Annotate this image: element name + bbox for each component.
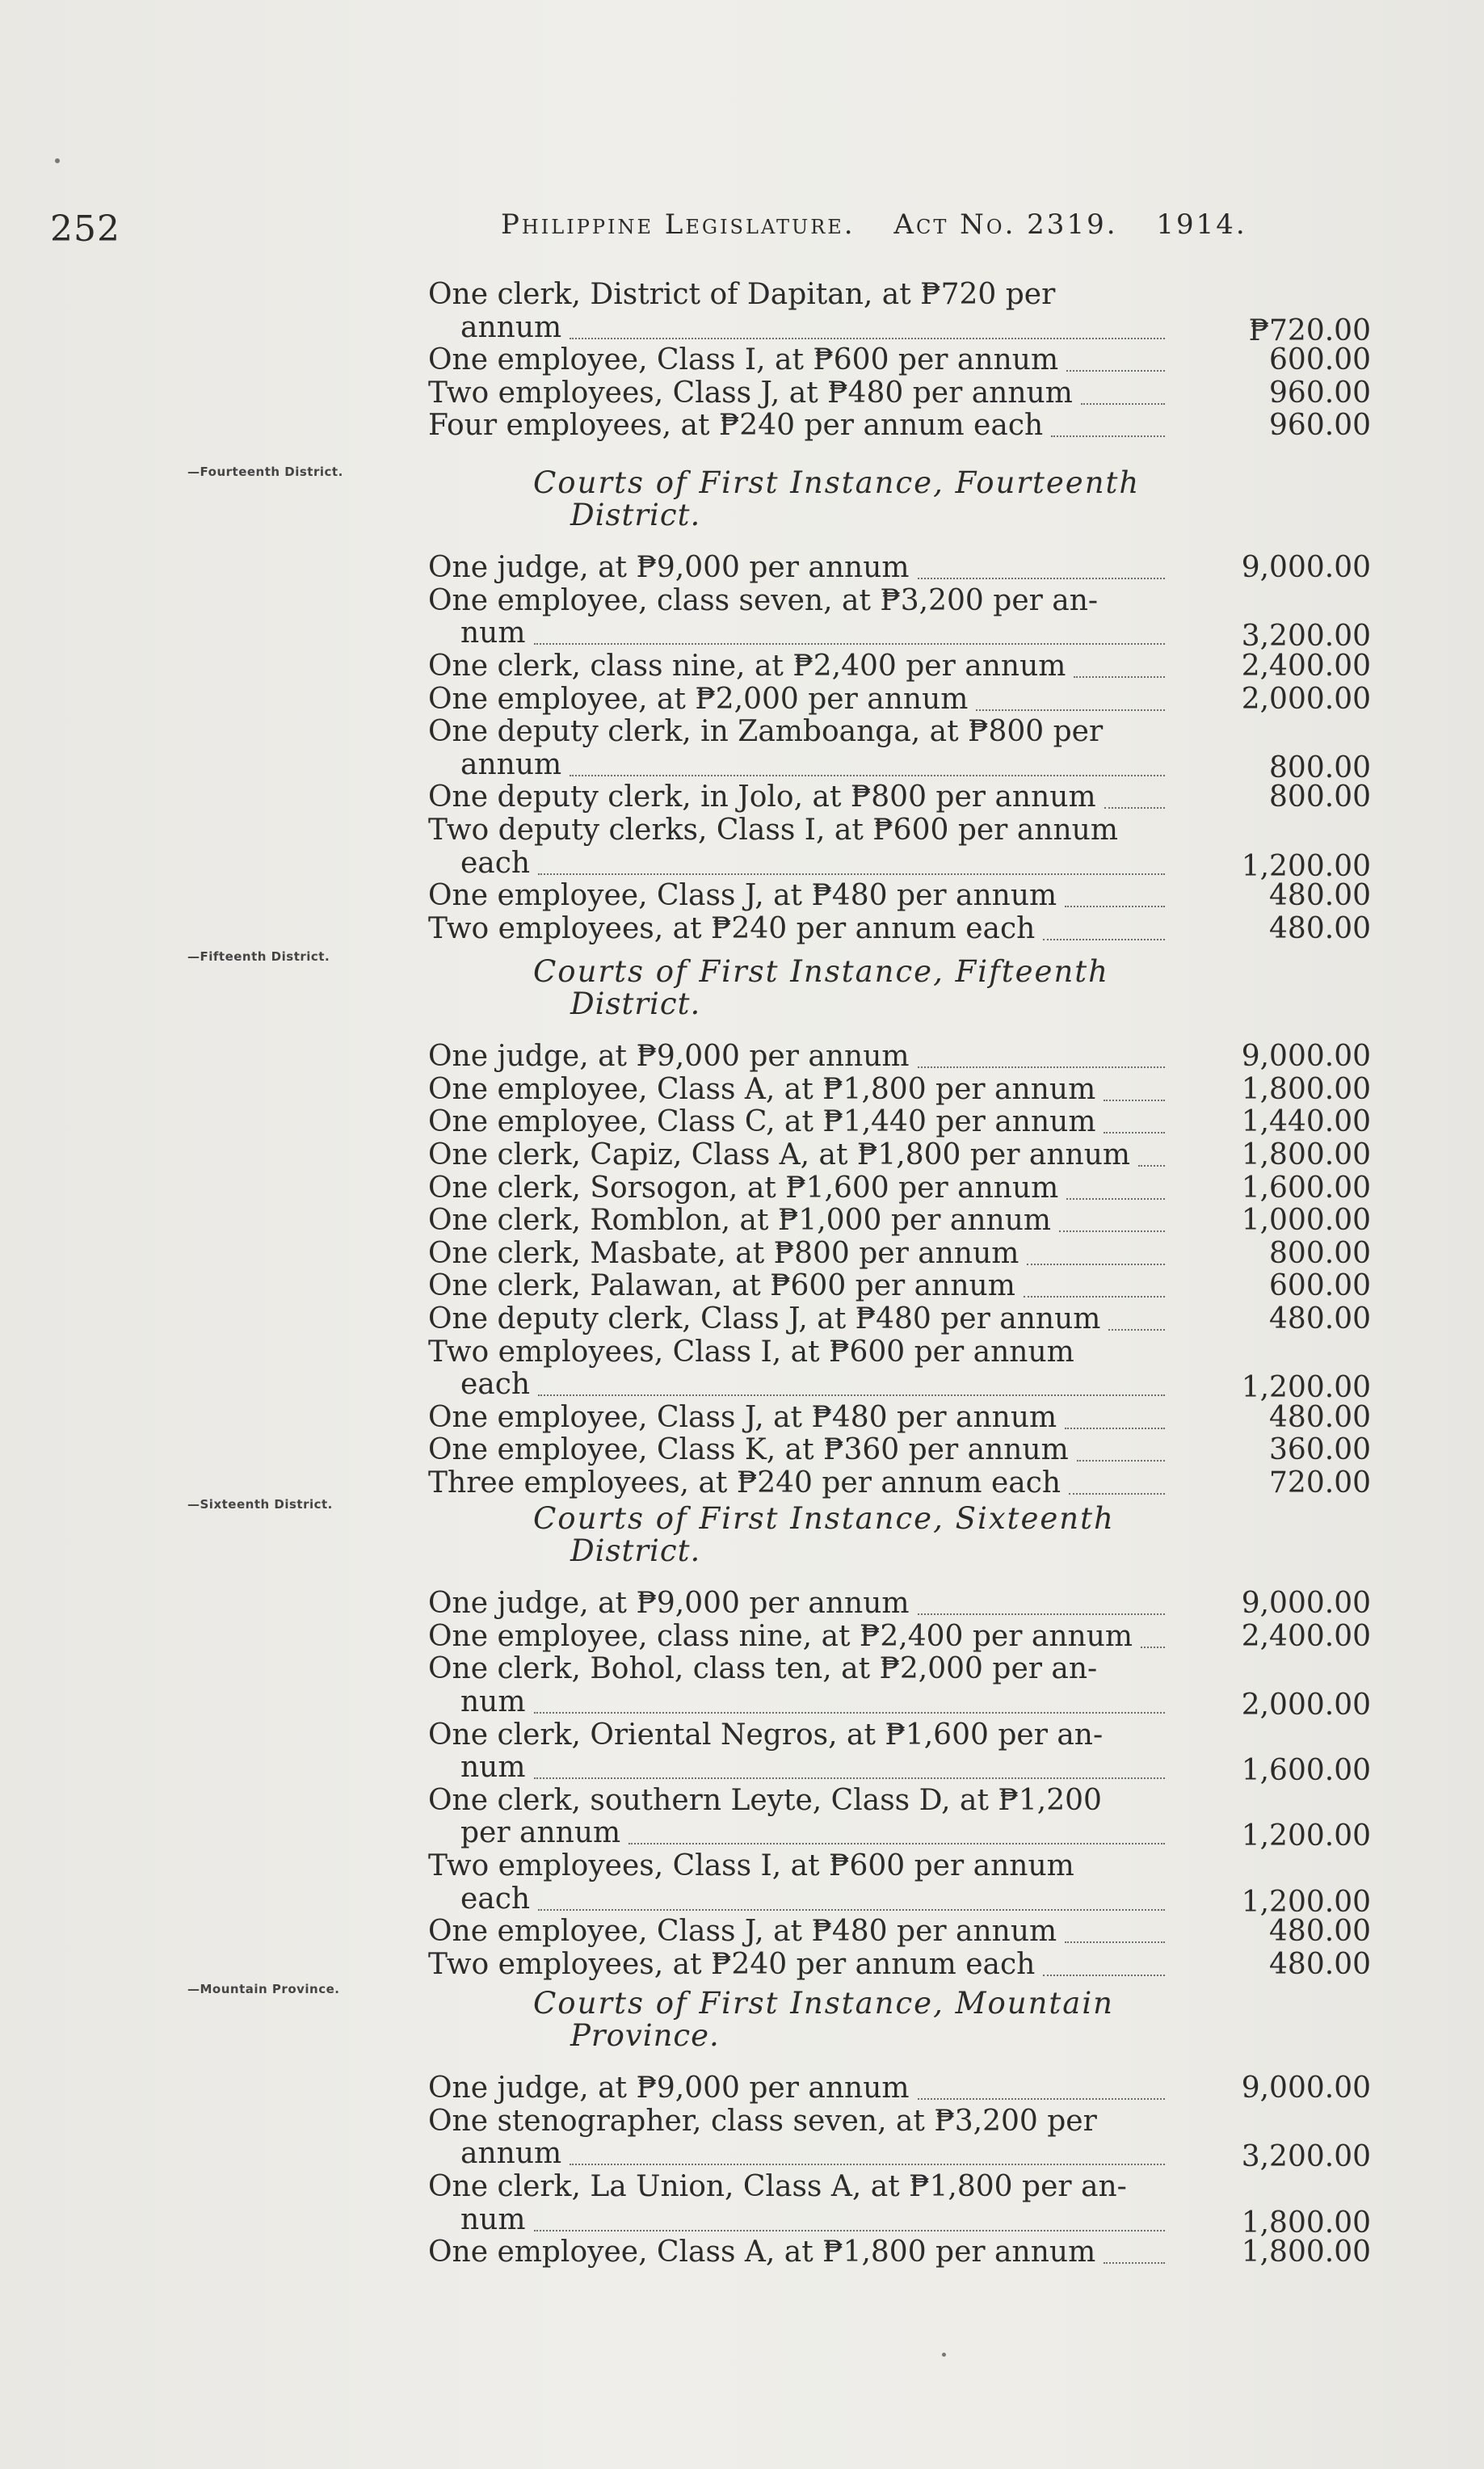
running-head-year: 1914. <box>1156 208 1247 241</box>
line-item-amount: 720.00 <box>1269 1466 1371 1499</box>
dot-leader <box>570 775 1165 776</box>
dot-leader <box>1069 1493 1165 1495</box>
line-item-amount: 1,600.00 <box>1241 1171 1371 1205</box>
line-item-text: Two employees, at ₱240 per annum each <box>428 911 1036 945</box>
line-item-text: One deputy clerk, in Jolo, at ₱800 per annum <box>428 780 1096 814</box>
line-item-text: One deputy clerk, Class J, at ₱480 per annum <box>428 1302 1101 1335</box>
section-heading <box>533 1503 1171 1567</box>
dot-leader <box>1043 1975 1165 1976</box>
line-item-continuation: each <box>460 1882 531 1916</box>
line-item-text: One clerk, Sorsogon, at ₱1,600 per annum <box>428 1171 1059 1205</box>
line-item-amount: 1,800.00 <box>1241 1072 1371 1106</box>
line-item-amount: 2,000.00 <box>1241 682 1371 716</box>
dot-leader <box>1104 1100 1165 1101</box>
print-speck <box>942 2353 946 2357</box>
page-number: 252 <box>50 208 120 250</box>
line-item-amount: 1,200.00 <box>1241 1819 1371 1853</box>
line-item-continuation: num <box>460 2202 526 2236</box>
line-item-amount: 1,800.00 <box>1241 1138 1371 1171</box>
line-item-text: One clerk, class nine, at ₱2,400 per annum <box>428 650 1066 683</box>
line-item-text: One clerk, Masbate, at ₱800 per annum <box>428 1236 1019 1270</box>
dot-leader <box>976 709 1165 711</box>
section-heading-line: Courts of First Instance, Sixteenth <box>533 1501 1115 1536</box>
line-item-amount: 1,440.00 <box>1241 1105 1371 1139</box>
margin-note: —Mountain Province. <box>187 1982 340 1996</box>
line-item-amount: 2,400.00 <box>1241 650 1371 683</box>
line-item-continuation: per annum <box>460 1816 621 1850</box>
line-item-text: One judge, at ₱9,000 per annum <box>428 2072 910 2105</box>
line-item-text: One stenographer, class seven, at ₱3,200 per <box>428 2104 1097 2138</box>
dot-leader <box>1051 435 1165 437</box>
dot-leader <box>538 873 1165 875</box>
line-item-amount: 3,200.00 <box>1241 620 1371 654</box>
section-heading-line: District. <box>570 1533 701 1568</box>
line-item-amount: 1,800.00 <box>1241 2206 1371 2240</box>
line-item-amount: 480.00 <box>1269 911 1371 945</box>
line-item-continuation: each <box>460 1368 531 1402</box>
line-item-amount: 9,000.00 <box>1241 551 1371 585</box>
dot-leader <box>1104 2262 1165 2264</box>
line-item-continuation: annum <box>460 310 562 344</box>
line-item-amount: 3,200.00 <box>1241 2140 1371 2174</box>
section-heading-line: Courts of First Instance, Fourteenth <box>533 465 1141 500</box>
dot-leader <box>538 1909 1165 1911</box>
line-item-continuation: each <box>460 846 531 880</box>
dot-leader <box>918 2098 1165 2100</box>
section-heading <box>533 956 1171 1020</box>
line-item-amount: 960.00 <box>1269 409 1371 443</box>
line-item-amount: 480.00 <box>1269 1302 1371 1335</box>
line-item-amount: 9,000.00 <box>1241 1040 1371 1074</box>
line-item-text: One employee, Class A, at ₱1,800 per annum <box>428 1072 1096 1106</box>
dot-leader <box>1074 676 1165 678</box>
line-item-text: Two employees, at ₱240 per annum each <box>428 1947 1036 1981</box>
line-item-text: Three employees, at ₱240 per annum each <box>428 1466 1062 1499</box>
line-item-text: One deputy clerk, in Zamboanga, at ₱800 per <box>428 715 1104 749</box>
line-item-amount: 480.00 <box>1269 1400 1371 1434</box>
section-heading-line: Province. <box>570 2018 720 2053</box>
section-heading <box>533 467 1171 532</box>
line-item-continuation: annum <box>460 2137 562 2171</box>
line-item-text: One employee, Class J, at ₱480 per annum <box>428 1915 1057 1949</box>
dot-leader <box>534 1712 1165 1714</box>
dot-leader <box>1141 1647 1165 1648</box>
line-item-text: One employee, class seven, at ₱3,200 per an- <box>428 583 1099 617</box>
line-item-amount: 480.00 <box>1269 1915 1371 1949</box>
line-item-text: One clerk, District of Dapitan, at ₱720 per <box>428 278 1056 311</box>
line-item-amount: 800.00 <box>1269 751 1371 784</box>
line-item-text: One clerk, Bohol, class ten, at ₱2,000 per an- <box>428 1652 1098 1686</box>
dot-leader <box>918 1066 1165 1068</box>
dot-leader <box>1043 939 1165 940</box>
section-heading-line: Courts of First Instance, Mountain <box>533 1986 1115 2021</box>
print-speck <box>55 158 60 163</box>
line-item-amount: 360.00 <box>1269 1433 1371 1467</box>
line-item-amount: 1,200.00 <box>1241 849 1371 883</box>
line-item-text: Two employees, Class J, at ₱480 per annum <box>428 376 1073 410</box>
line-item-text: One clerk, southern Leyte, Class D, at ₱1,200 <box>428 1783 1102 1817</box>
line-item-text: One employee, at ₱2,000 per annum <box>428 682 969 716</box>
line-item-text: One judge, at ₱9,000 per annum <box>428 1587 910 1621</box>
section-heading <box>533 1987 1171 2052</box>
dot-leader <box>1066 370 1165 372</box>
dot-leader <box>918 1613 1165 1615</box>
dot-leader <box>1065 906 1165 907</box>
dot-leader <box>1108 1329 1165 1331</box>
dot-leader <box>538 1394 1165 1396</box>
line-item-text: One employee, Class J, at ₱480 per annum <box>428 879 1057 913</box>
dot-leader <box>1104 807 1165 809</box>
line-item-amount: 800.00 <box>1269 780 1371 814</box>
line-item-amount: 2,000.00 <box>1241 1689 1371 1722</box>
dot-leader <box>628 1843 1165 1844</box>
line-item-text: Two employees, Class I, at ₱600 per annum <box>428 1335 1074 1369</box>
line-item-text: One clerk, Capiz, Class A, at ₱1,800 per annum <box>428 1138 1131 1171</box>
running-head <box>501 208 1275 241</box>
line-item-amount: ₱720.00 <box>1248 313 1371 347</box>
line-item-amount: 9,000.00 <box>1241 1587 1371 1621</box>
line-item-continuation: num <box>460 1751 526 1785</box>
dot-leader <box>1138 1165 1165 1167</box>
running-head-act: Act No. 2319. <box>893 208 1118 241</box>
margin-note: —Fourteenth District. <box>187 465 343 479</box>
dot-leader <box>570 338 1165 339</box>
line-item-text: One clerk, La Union, Class A, at ₱1,800 per an- <box>428 2170 1127 2203</box>
section-heading-line: District. <box>570 986 701 1021</box>
line-item-text: One employee, class nine, at ₱2,400 per annum <box>428 1619 1133 1653</box>
line-item-amount: 480.00 <box>1269 879 1371 913</box>
line-item-amount: 480.00 <box>1269 1947 1371 1981</box>
dot-leader <box>534 2230 1165 2231</box>
line-item-text: One clerk, Oriental Negros, at ₱1,600 per an- <box>428 1718 1104 1752</box>
line-item-amount: 1,600.00 <box>1241 1754 1371 1788</box>
margin-note: —Fifteenth District. <box>187 949 330 964</box>
dot-leader <box>1024 1296 1165 1298</box>
dot-leader <box>918 578 1165 579</box>
dot-leader <box>1066 1198 1165 1200</box>
dot-leader <box>1077 1460 1165 1462</box>
line-item-amount: 9,000.00 <box>1241 2072 1371 2105</box>
line-item-amount: 1,200.00 <box>1241 1885 1371 1919</box>
line-item-amount: 960.00 <box>1269 376 1371 410</box>
line-item-amount: 600.00 <box>1269 343 1371 377</box>
line-item-text: Two employees, Class I, at ₱600 per annum <box>428 1849 1074 1882</box>
dot-leader <box>534 1777 1165 1779</box>
dot-leader <box>1059 1230 1165 1232</box>
line-item-amount: 1,200.00 <box>1241 1371 1371 1405</box>
dot-leader <box>1104 1132 1165 1134</box>
line-item-text: One clerk, Palawan, at ₱600 per annum <box>428 1269 1015 1303</box>
dot-leader <box>1081 403 1165 405</box>
dot-leader <box>1065 1941 1165 1943</box>
section-heading-line: Courts of First Instance, Fifteenth <box>533 954 1109 989</box>
line-item-text: Four employees, at ₱240 per annum each <box>428 409 1044 443</box>
line-item-text: One employee, Class I, at ₱600 per annum <box>428 343 1059 377</box>
line-item-text: One employee, Class J, at ₱480 per annum <box>428 1400 1057 1434</box>
section-heading-line: District. <box>570 498 701 532</box>
line-item-continuation: num <box>460 1685 526 1718</box>
line-item-text: One employee, Class C, at ₱1,440 per annum <box>428 1105 1096 1139</box>
margin-note: —Sixteenth District. <box>187 1497 333 1512</box>
line-item-text: One clerk, Romblon, at ₱1,000 per annum <box>428 1204 1052 1238</box>
line-item-text: One judge, at ₱9,000 per annum <box>428 1040 910 1074</box>
line-item-amount: 800.00 <box>1269 1236 1371 1270</box>
line-item-amount: 1,800.00 <box>1241 2236 1371 2269</box>
line-item-amount: 1,000.00 <box>1241 1204 1371 1238</box>
dot-leader <box>570 2164 1165 2165</box>
dot-leader <box>534 643 1165 645</box>
line-item-text: Two deputy clerks, Class I, at ₱600 per annum <box>428 814 1118 847</box>
line-item-continuation: num <box>460 616 526 650</box>
dot-leader <box>1065 1428 1165 1429</box>
line-item-text: One judge, at ₱9,000 per annum <box>428 551 910 585</box>
line-item-amount: 2,400.00 <box>1241 1619 1371 1653</box>
running-head-title: Philippine Legislature. <box>501 208 856 241</box>
line-item-amount: 600.00 <box>1269 1269 1371 1303</box>
line-item-text: One employee, Class K, at ₱360 per annum <box>428 1433 1069 1467</box>
dot-leader <box>1027 1264 1165 1265</box>
line-item-text: One employee, Class A, at ₱1,800 per annum <box>428 2236 1096 2269</box>
line-item-continuation: annum <box>460 747 562 781</box>
